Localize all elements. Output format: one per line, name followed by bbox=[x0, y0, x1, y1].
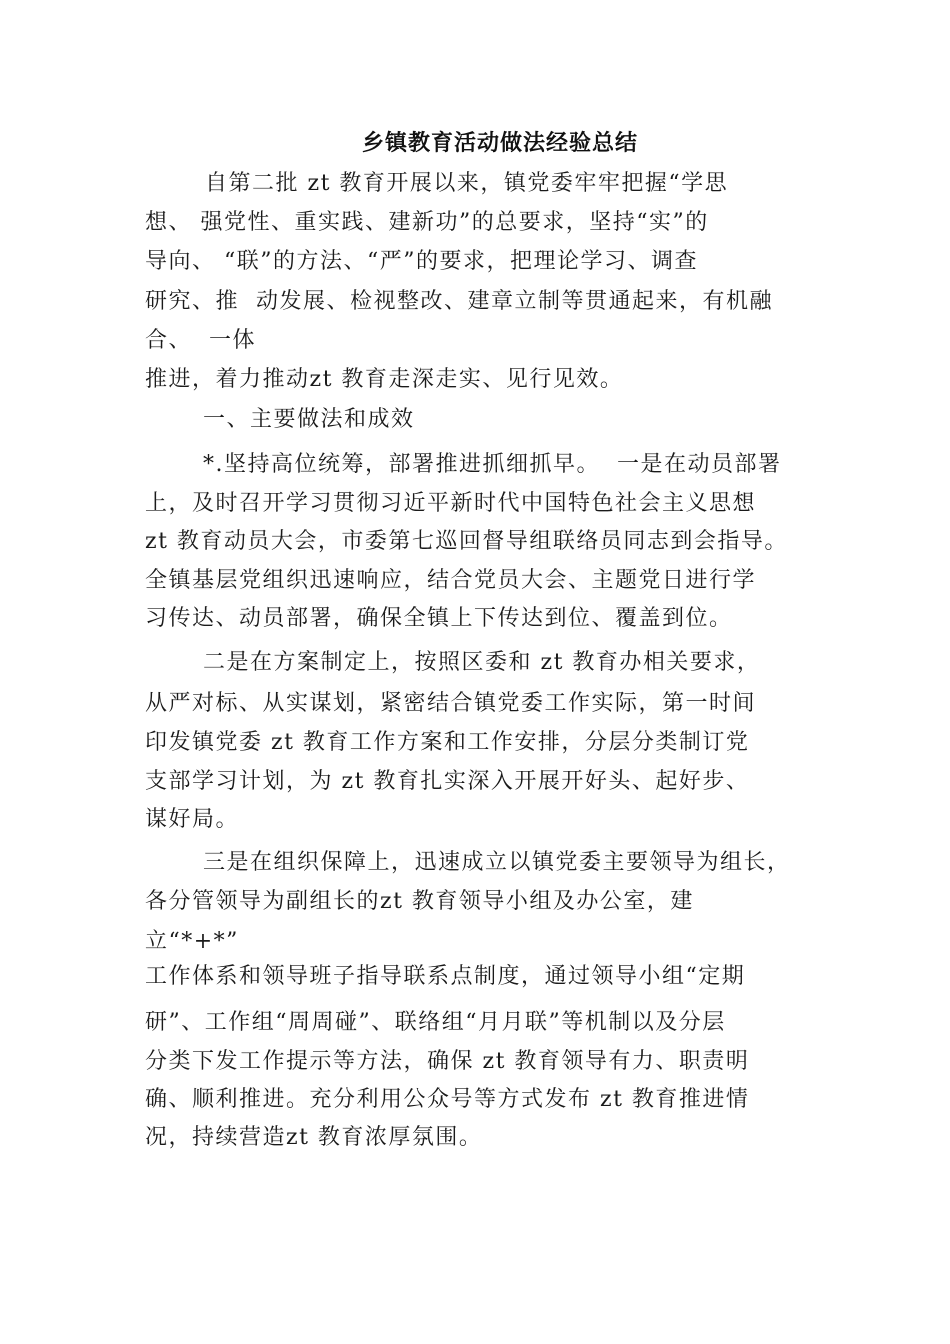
section-heading: 一、主要做法和成效 bbox=[203, 407, 415, 432]
text-line: 二是在方案制定上，按照区委和 zt 教育办相关要求， bbox=[203, 650, 761, 675]
text-line: 谋好局。 bbox=[145, 807, 240, 832]
text-line: 工作体系和领导班子指导联系点制度，通过领导小组“定期 bbox=[145, 964, 746, 989]
text-line: 想、 强党性、重实践、建新功”的总要求，坚持“实”的 bbox=[145, 210, 709, 235]
document-title: 乡镇教育活动做法经验总结 bbox=[361, 131, 638, 156]
text-line: 导向、 “联”的方法、“严”的要求，把理论学习、调查 bbox=[145, 249, 698, 274]
text-line: 研”、工作组“周周碰”、联络组“月月联”等机制以及分层 bbox=[145, 1010, 726, 1035]
text-line: 习传达、动员部署，确保全镇上下传达到位、覆盖到位。 bbox=[145, 606, 733, 631]
text-line: 推进，着力推动zt 教育走深走实、见行见效。 bbox=[145, 367, 624, 392]
text-line: 分类下发工作提示等方法，确保 zt 教育领导有力、职责明 bbox=[145, 1049, 750, 1074]
text-line: 支部学习计划，为 zt 教育扎实深入开展开好头、起好步、 bbox=[145, 769, 750, 794]
text-line: zt 教育动员大会，市委第七巡回督导组联络员同志到会指导。 bbox=[145, 529, 788, 554]
text-line: 从严对标、从实谋划，紧密结合镇党委工作实际，第一时间 bbox=[145, 691, 757, 716]
text-line: 上，及时召开学习贯彻习近平新时代中国特色社会主义思想 bbox=[145, 491, 757, 516]
text-line: 各分管领导为副组长的zt 教育领导小组及办公室，建 bbox=[145, 889, 694, 914]
text-line: 立“*+*” bbox=[145, 929, 239, 954]
text-line: 全镇基层党组织迅速响应，结合党员大会、主题党日进行学 bbox=[145, 568, 757, 593]
text-line: 三是在组织保障上，迅速成立以镇党委主要领导为组长， bbox=[203, 850, 791, 875]
text-line: 印发镇党委 zt 教育工作方案和工作安排，分层分类制订党 bbox=[145, 730, 750, 755]
text-line: 自第二批 zt 教育开展以来，镇党委牢牢把握“学思 bbox=[205, 171, 729, 196]
text-line: 合、 一体 bbox=[145, 328, 256, 353]
text-line: *.坚持高位统筹，部署推进抓细抓早。 一是在动员部署 bbox=[203, 452, 782, 477]
text-line: 研究、推 动发展、检视整改、建章立制等贯通起来，有机融 bbox=[145, 289, 773, 314]
text-line: 况，持续营造zt 教育浓厚氛围。 bbox=[145, 1125, 483, 1150]
text-line: 确、顺利推进。充分利用公众号等方式发布 zt 教育推进情 bbox=[145, 1087, 750, 1112]
